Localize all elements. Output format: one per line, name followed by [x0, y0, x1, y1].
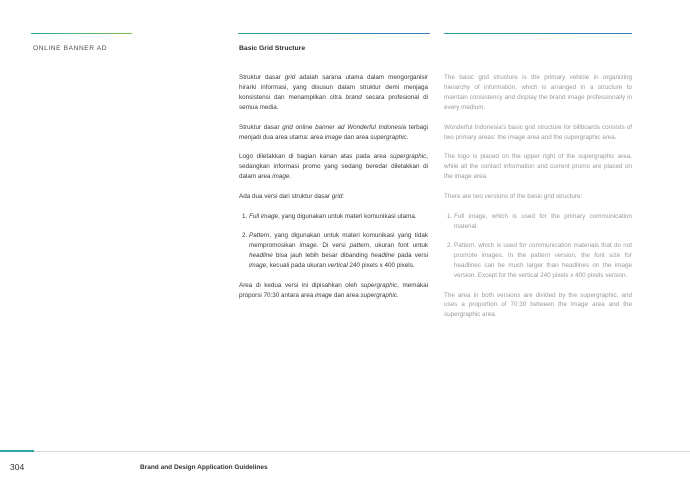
en-paragraph-4: There are two versions of the basic grid structure:	[444, 193, 583, 201]
footer-accent-bar	[0, 450, 34, 452]
top-rule-right	[444, 33, 632, 34]
en-paragraph-5: The area in both versions are divided by the supergraphic, and uses a proportion of 70:30 between the image area and the supergraphic area.	[444, 291, 632, 319]
top-rule-left	[31, 33, 132, 34]
top-rule-middle	[238, 33, 430, 34]
id-paragraph-5: Area di kedua versi ini dipisahkan oleh supergraphic, memakai proporsi 70:30 antara area image dan area supergraphic.	[239, 281, 428, 299]
id-paragraph-3: Logo diletakkan di bagian kanan atas pada area supergraphic, sedangkan informasi promo yang sedang beredar diletakkan di dalam area image.	[239, 153, 428, 181]
english-column	[444, 73, 632, 330]
id-list-item-1: 1. Full image, yang digunakan untuk materi komunikasi utama.	[249, 212, 428, 222]
en-list-item-1: 1. Full image, which is used for the primary communication material.	[454, 212, 632, 232]
id-list-item-2: 2. Pattern, yang digunakan untuk materi komunikasi yang tidak mempromosikan image. Di versi pattern, ukuran font untuk headline bisa jauh lebih besar dibanding headline pada versi image, kecuali pada ukuran vertical 240 pixels x 400 pixels.	[249, 231, 428, 271]
en-list-item-2: 2. Pattern, which is used for communication materials that do not promote images. In the pattern version, the font size for headlines can be much larger than headlines on the image version. Except for the vertical 240 pixels x 400 pixels version.	[454, 241, 632, 281]
en-paragraph-1: The basic grid structure is the primary vehicle in organizing hierarchy of information, which is arranged in a structure to maintain consistency and display the brand image professionally in every medium.	[444, 74, 632, 111]
footer-rule	[0, 451, 690, 452]
id-paragraph-1: Struktur dasar grid adalah sarana utama dalam mengorganisir hirarki informasi, yang disusun dalam struktur demi menjaga konsistensi dan menampilkan citra brand secara profesional di semua media.	[239, 74, 428, 111]
page-number: 304	[10, 462, 25, 472]
id-paragraph-4: Ada dua versi dari struktur dasar grid:	[239, 193, 344, 201]
en-version-list	[444, 212, 632, 280]
en-paragraph-3: The logo is placed on the upper right of the supergraphic area, while all the contact information and current promo are placed on the image area.	[444, 153, 632, 181]
en-paragraph-2: Wonderful Indonesia's basic grid structure for billboards consists of two primary areas: the image area and the supergraphic area.	[444, 123, 632, 141]
indonesian-column	[239, 73, 428, 310]
page-title: Basic Grid Structure	[239, 45, 306, 52]
id-version-list	[239, 212, 428, 271]
footer-title: Brand and Design Application Guidelines	[140, 464, 268, 471]
section-label: ONLINE BANNER AD	[33, 45, 108, 52]
id-paragraph-2: Struktur dasar grid online banner ad Wonderful Indonesia terbagi menjadi dua area utama: area image dan area supergraphic.	[239, 123, 428, 141]
